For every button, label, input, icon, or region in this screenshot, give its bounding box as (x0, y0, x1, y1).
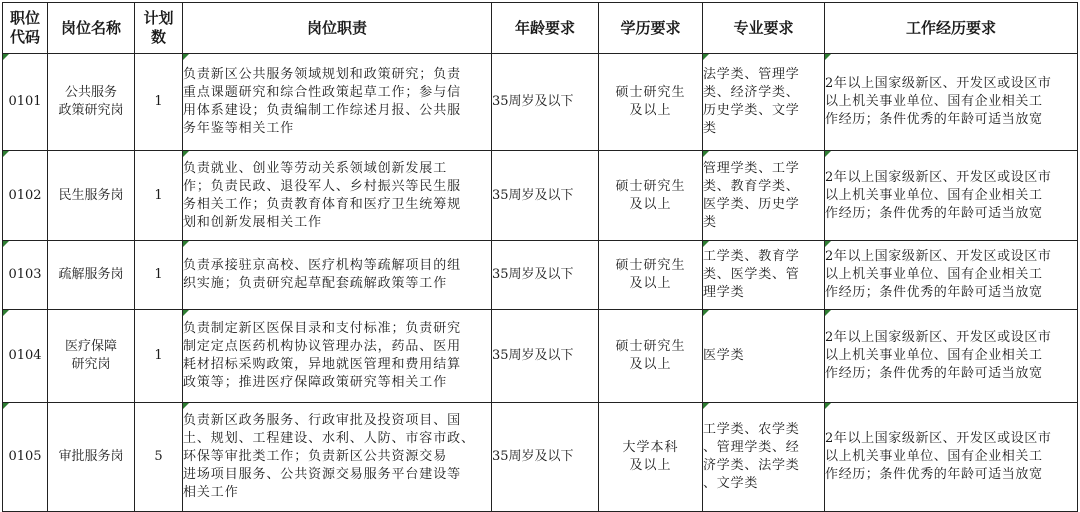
experience-requirement: 2年以上国家级新区、开发区或设区市 以上机关事业单位、国有企业相关工 作经历；条件优秀的年龄可适当放宽 (825, 241, 1078, 310)
major-requirement: 管理学类、工学 类、教育学类、 医学类、历史学 类 (703, 151, 825, 241)
position-code: 0103 (3, 241, 48, 310)
position-code: 0102 (3, 151, 48, 241)
plan-count: 1 (135, 241, 183, 310)
duties: 负责新区政务服务、行政审批及投资项目、国 土、规划、工程建设、水利、人防、市容市政、 环保等审批类工作；负责新区公共资源交易 进场项目服务、公共资源交易服务平台建设等 相关工作 (183, 403, 492, 512)
comment-marker-icon (183, 403, 189, 409)
major-requirement: 工学类、农学类 、管理学类、经 济学类、法学类 、文学类 (703, 403, 825, 512)
job-positions-table (2, 2, 1078, 512)
plan-count: 1 (135, 151, 183, 241)
duties: 负责新区公共服务领域规划和政策研究；负责 重点课题研究和综合性政策起草工作；参与信 用体系建设；负责编制工作综述月报、公共服 务年鉴等相关工作 (183, 54, 492, 151)
comment-marker-icon (3, 54, 9, 60)
position-name: 审批服务岗 (48, 403, 135, 512)
position-code: 0105 (3, 403, 48, 512)
age-requirement: 35周岁及以下 (492, 241, 599, 310)
position-name: 医疗保障 研究岗 (48, 310, 135, 403)
table-row (3, 241, 1078, 310)
header-education: 学历要求 (599, 3, 703, 54)
comment-marker-icon (825, 54, 831, 60)
header-age: 年龄要求 (492, 3, 599, 54)
comment-marker-icon (3, 151, 9, 157)
header-experience: 工作经历要求 (825, 3, 1078, 54)
comment-marker-icon (3, 310, 9, 316)
header-plan-count: 计划 数 (135, 3, 183, 54)
experience-requirement: 2年以上国家级新区、开发区或设区市 以上机关事业单位、国有企业相关工 作经历；条件优秀的年龄可适当放宽 (825, 403, 1078, 512)
education-requirement: 硕士研究生 及以上 (599, 54, 703, 151)
position-code: 0104 (3, 310, 48, 403)
comment-marker-icon (183, 151, 189, 157)
header-row (3, 3, 1078, 54)
plan-count: 5 (135, 403, 183, 512)
comment-marker-icon (183, 54, 189, 60)
comment-marker-icon (3, 241, 9, 247)
education-requirement: 硕士研究生 及以上 (599, 241, 703, 310)
table-row (3, 310, 1078, 403)
education-requirement: 硕士研究生 及以上 (599, 310, 703, 403)
comment-marker-icon (825, 151, 831, 157)
duties: 负责制定新区医保目录和支付标准；负责研究 制定定点医药机构协议管理办法，药品、医用 耗材招标采购政策，异地就医管理和费用结算 政策等；推进医疗保障政策研究等相关工作 (183, 310, 492, 403)
table-row (3, 54, 1078, 151)
comment-marker-icon (183, 310, 189, 316)
age-requirement: 35周岁及以下 (492, 403, 599, 512)
age-requirement: 35周岁及以下 (492, 310, 599, 403)
comment-marker-icon (703, 310, 709, 316)
position-name: 疏解服务岗 (48, 241, 135, 310)
table-row (3, 403, 1078, 512)
comment-marker-icon (825, 403, 831, 409)
header-major: 专业要求 (703, 3, 825, 54)
position-name: 公共服务 政策研究岗 (48, 54, 135, 151)
comment-marker-icon (825, 241, 831, 247)
comment-marker-icon (183, 241, 189, 247)
age-requirement: 35周岁及以下 (492, 151, 599, 241)
duties: 负责承接驻京高校、医疗机构等疏解项目的组 织实施；负责研究起草配套疏解政策等工作 (183, 241, 492, 310)
comment-marker-icon (825, 310, 831, 316)
major-requirement: 工学类、教育学 类、医学类、管 理学类 (703, 241, 825, 310)
comment-marker-icon (703, 54, 709, 60)
table-row (3, 151, 1078, 241)
experience-requirement: 2年以上国家级新区、开发区或设区市 以上机关事业单位、国有企业相关工 作经历；条件优秀的年龄可适当放宽 (825, 151, 1078, 241)
position-code: 0101 (3, 54, 48, 151)
comment-marker-icon (3, 403, 9, 409)
header-duties: 岗位职责 (183, 3, 492, 54)
experience-requirement: 2年以上国家级新区、开发区或设区市 以上机关事业单位、国有企业相关工 作经历；条件优秀的年龄可适当放宽 (825, 310, 1078, 403)
major-requirement: 医学类 (703, 310, 825, 403)
age-requirement: 35周岁及以下 (492, 54, 599, 151)
comment-marker-icon (703, 241, 709, 247)
comment-marker-icon (703, 151, 709, 157)
education-requirement: 硕士研究生 及以上 (599, 151, 703, 241)
header-position-code: 职位 代码 (3, 3, 48, 54)
duties: 负责就业、创业等劳动关系领域创新发展工 作；负责民政、退役军人、乡村振兴等民生服 务相关工作；负责教育体育和医疗卫生统筹规 划和创新发展相关工作 (183, 151, 492, 241)
position-name: 民生服务岗 (48, 151, 135, 241)
education-requirement: 大学本科 及以上 (599, 403, 703, 512)
comment-marker-icon (703, 403, 709, 409)
plan-count: 1 (135, 310, 183, 403)
experience-requirement: 2年以上国家级新区、开发区或设区市 以上机关事业单位、国有企业相关工 作经历；条件优秀的年龄可适当放宽 (825, 54, 1078, 151)
plan-count: 1 (135, 54, 183, 151)
major-requirement: 法学类、管理学 类、经济学类、 历史学类、文学 类 (703, 54, 825, 151)
header-position-name: 岗位名称 (48, 3, 135, 54)
